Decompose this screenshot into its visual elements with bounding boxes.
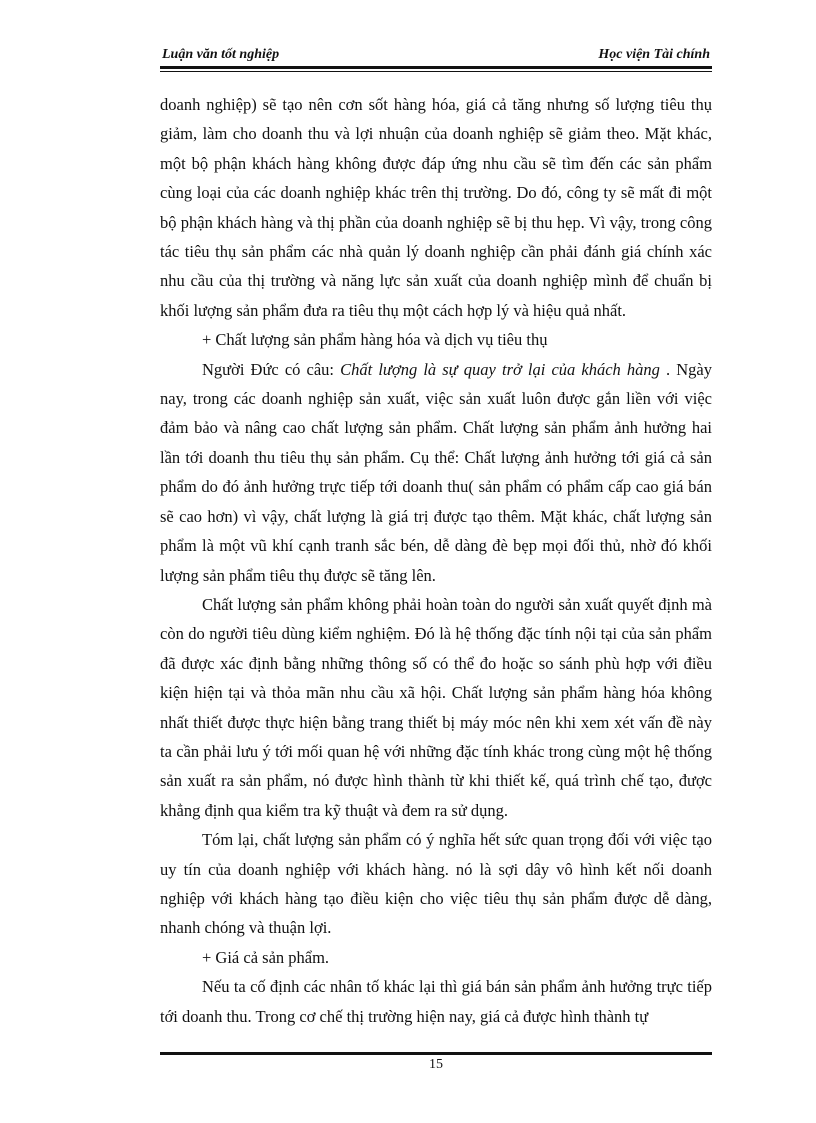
paragraph-quality-definition: Chất lượng sản phẩm không phải hoàn toàn do người sản xuất quyết định mà còn do người tiêu dùng kiểm nghiệm. Đó là hệ thống đặc tính nội tại của sản phẩm đã được xác định bằng những thông số có thể đo hoặc so sánh phù hợp với điều kiện hiện tại và thỏa mãn nhu cầu xã hội. Chất lượng sản phẩm hàng hóa không nhất thiết được thực hiện bằng trang thiết bị máy móc nên khi xem xét vấn đề này ta cần phải lưu ý tới mối quan hệ với những đặc tính khác trong cùng một hệ thống sản xuất ra sản phẩm, nó được hình thành từ khi thiết kế, quá trình chế tạo, được khẳng định qua kiểm tra kỹ thuật và đem ra sử dụng. [160,594,712,820]
header-institution-name: Học viện Tài chính [598,47,710,62]
paragraph-german-saying [160,355,712,590]
paragraph-quality-heading: + Chất lượng sản phẩm hàng hóa và dịch vụ tiêu thụ [202,330,548,350]
header-rule-thin [160,71,712,72]
footer-rule [160,1052,712,1055]
header-thesis-title: Luận văn tốt nghiệp [162,47,280,62]
header-rule-thick [160,66,712,69]
paragraph-summary: Tóm lại, chất lượng sản phẩm có ý nghĩa hết sức quan trọng đối với việc tạo uy tín của doanh nghiệp với khách hàng. nó là sợi dây vô hình kết nối doanh nghiệp với khách hàng tạo điều kiện cho việc tiêu thụ sản phẩm được dễ dàng, nhanh chóng và thuận lợi. [160,830,712,938]
body-text [160,90,712,1031]
german-saying-quote: Chất lượng là sự quay trở lại của khách hàng [340,359,660,379]
german-saying-lead: Người Đức có câu: [202,359,341,379]
paragraph-price-heading: + Giá cả sản phẩm. [202,947,330,967]
paragraph-price: Nếu ta cố định các nhân tố khác lại thì giá bán sản phẩm ảnh hưởng trực tiếp tới doanh thu. Trong cơ chế thị trường hiện nay, giá cả được hình thành tự [160,977,712,1026]
german-saying-rest: . Ngày nay, trong các doanh nghiệp sản xuất, việc sản xuất luôn được gắn liền với việc đảm bảo và nâng cao chất lượng sản phẩm. Chất lượng sản phẩm ảnh hưởng hai lần tới doanh thu tiêu thụ sản phẩm. Cụ thể: Chất lượng ảnh hưởng tới giá cả sản phẩm do đó ảnh hưởng trực tiếp tới doanh thu( sản phẩm có phẩm cấp cao giá bán sẽ cao hơn) vì vậy, chất lượng là giá trị được tạo thêm. Mặt khác, chất lượng sản phẩm là một vũ khí cạnh tranh sắc bén, dễ dàng đè bẹp mọi đối thủ, nhờ đó khối lượng sản phẩm tiêu thụ được sẽ tăng lên. [160,359,712,585]
page-number: 15 [429,1057,443,1072]
page-header [160,43,712,71]
paragraph-continuation: doanh nghiệp) sẽ tạo nên cơn sốt hàng hóa, giá cả tăng nhưng số lượng tiêu thụ giảm, làm cho doanh thu và lợi nhuận của doanh nghiệp sẽ giảm theo. Mặt khác, một bộ phận khách hàng không được đáp ứng nhu cầu sẽ tìm đến các sản phẩm cùng loại của các doanh nghiệp khác trên thị trường. Do đó, công ty sẽ mất đi một bộ phận khách hàng và thị phần của doanh nghiệp sẽ bị thu hẹp. Vì vậy, trong công tác tiêu thụ sản phẩm các nhà quản lý doanh nghiệp cần phải đánh giá chính xác nhu cầu của thị trường và năng lực sản xuất của doanh nghiệp mình để chuẩn bị khối lượng sản phẩm đưa ra tiêu thụ một cách hợp lý và hiệu quả nhất. [160,95,712,320]
